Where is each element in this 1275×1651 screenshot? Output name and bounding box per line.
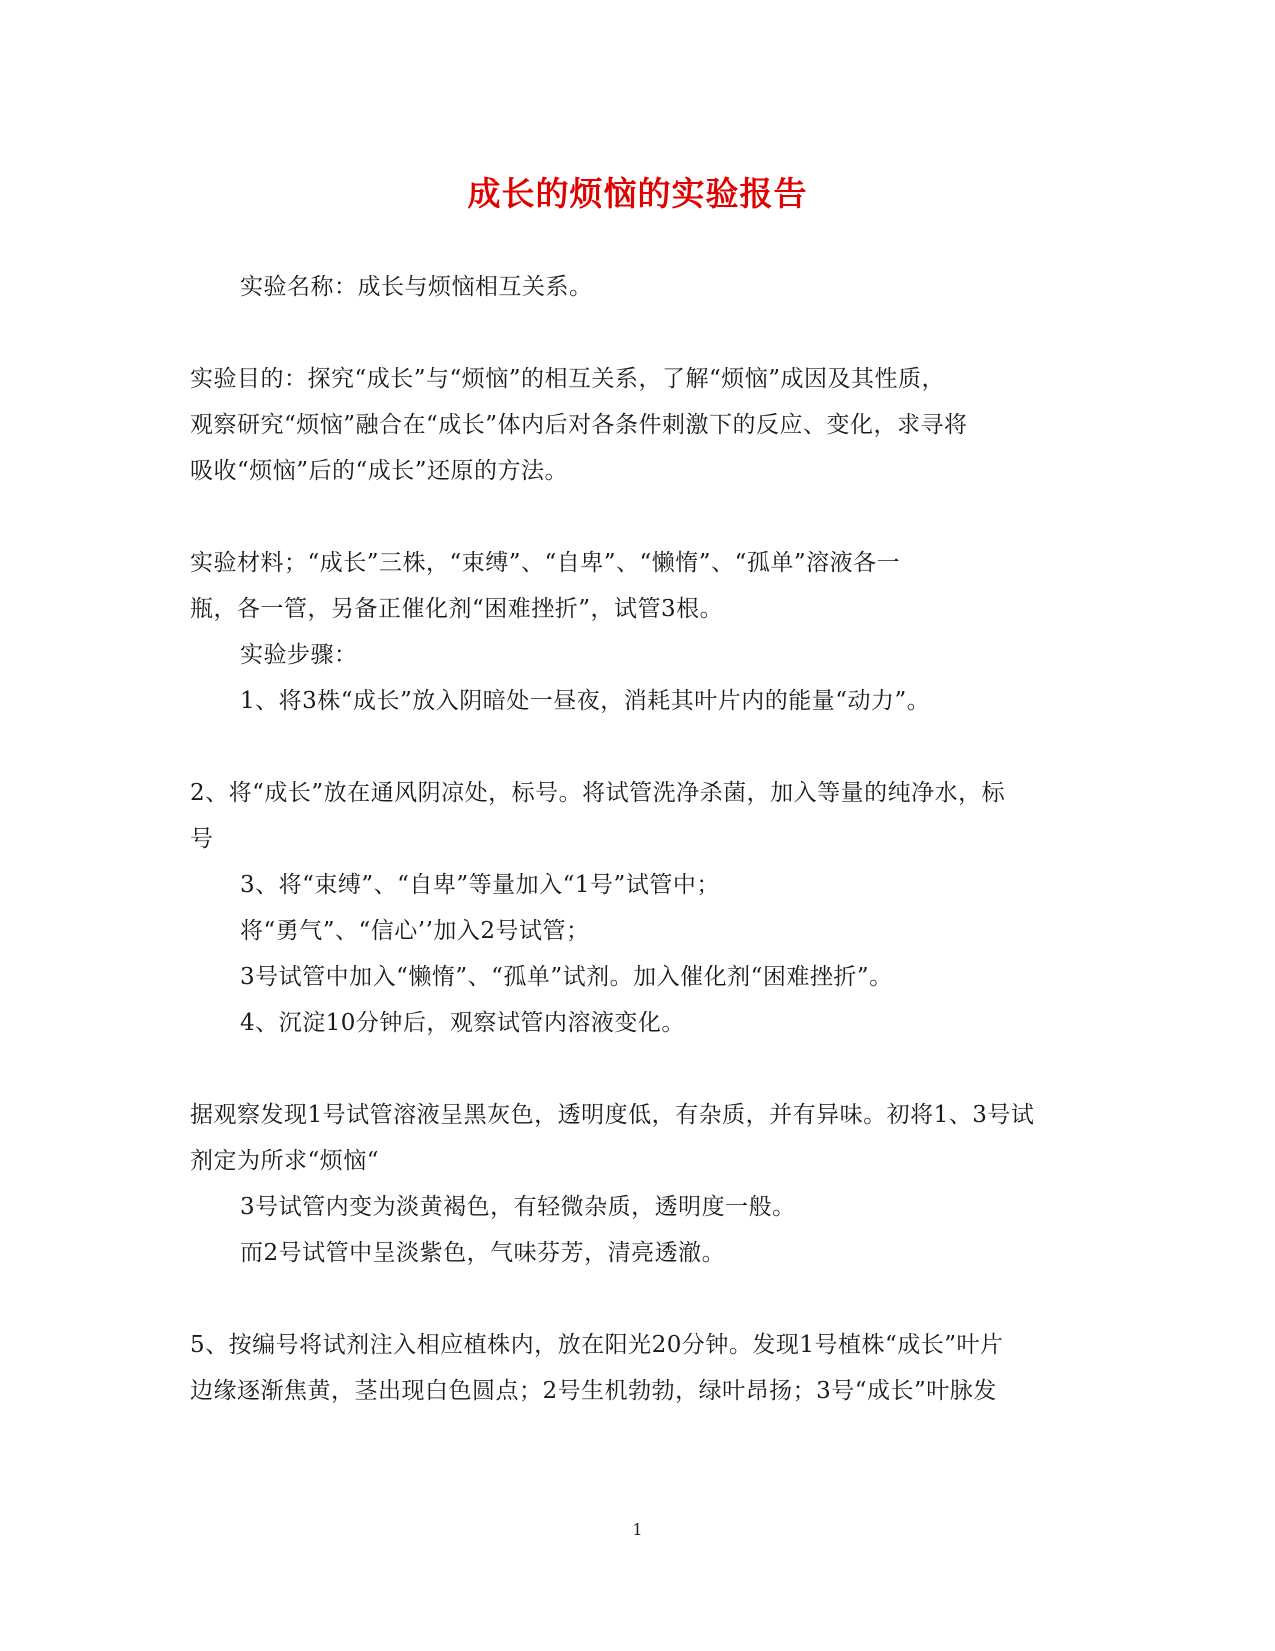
steps-heading: 实验步骤： — [240, 642, 358, 668]
materials-line-1: 实验材料；“成长”三株，“束缚”、“自卑”、“懒惰”、“孤单”溶液各一 — [190, 550, 901, 576]
observation-line-2: 剂定为所求“烦恼“ — [190, 1148, 380, 1174]
step-2-line-1: 2、将“成长”放在通风阴凉处，标号。将试管洗净杀菌，加入等量的纯净水，标 — [190, 780, 1006, 806]
step-3-line: 3、将“束缚”、“自卑”等量加入“1号”试管中； — [240, 872, 720, 898]
materials-line-2: 瓶，各一管，另备正催化剂“困难挫折”，试管3根。 — [190, 596, 724, 622]
purpose-line-3: 吸收“烦恼”后的“成长”还原的方法。 — [190, 458, 569, 484]
step-1-line: 1、将3株“成长”放入阴暗处一昼夜，消耗其叶片内的能量“动力”。 — [240, 688, 931, 714]
observation-line-4: 而2号试管中呈淡紫色，气味芬芳，清亮透澈。 — [240, 1240, 726, 1266]
step-4-line: 4、沉淀10分钟后，观察试管内溶液变化。 — [240, 1010, 685, 1036]
tube-2-line: 将“勇气”、“信心’’加入2号试管； — [240, 918, 590, 944]
step-5-line-2: 边缘逐渐焦黄，茎出现白色圆点；2号生机勃勃，绿叶昂扬；3号“成长”叶脉发 — [190, 1378, 997, 1404]
step-2-line-2: 号 — [190, 826, 214, 852]
observation-line-1: 据观察发现1号试管溶液呈黑灰色，透明度低，有杂质，并有异味。初将1、3号试 — [190, 1102, 1035, 1128]
page-number: 1 — [632, 1520, 643, 1539]
observation-line-3: 3号试管内变为淡黄褐色，有轻微杂质，透明度一般。 — [240, 1194, 796, 1220]
step-5-line-1: 5、按编号将试剂注入相应植株内，放在阳光20分钟。发现1号植株“成长”叶片 — [190, 1332, 1004, 1358]
experiment-name-line: 实验名称：成长与烦恼相互关系。 — [240, 274, 593, 300]
purpose-line-2: 观察研究“烦恼”融合在“成长”体内后对各条件刺激下的反应、变化，求寻将 — [190, 412, 968, 438]
tube-3-line: 3号试管中加入“懒惰”、“孤单”试剂。加入催化剂“困难挫折”。 — [240, 964, 893, 990]
document-title: 成长的烦恼的实验报告 — [467, 174, 808, 213]
purpose-line-1: 实验目的：探究“成长”与“烦恼”的相互关系，了解“烦恼”成因及其性质， — [190, 366, 946, 392]
